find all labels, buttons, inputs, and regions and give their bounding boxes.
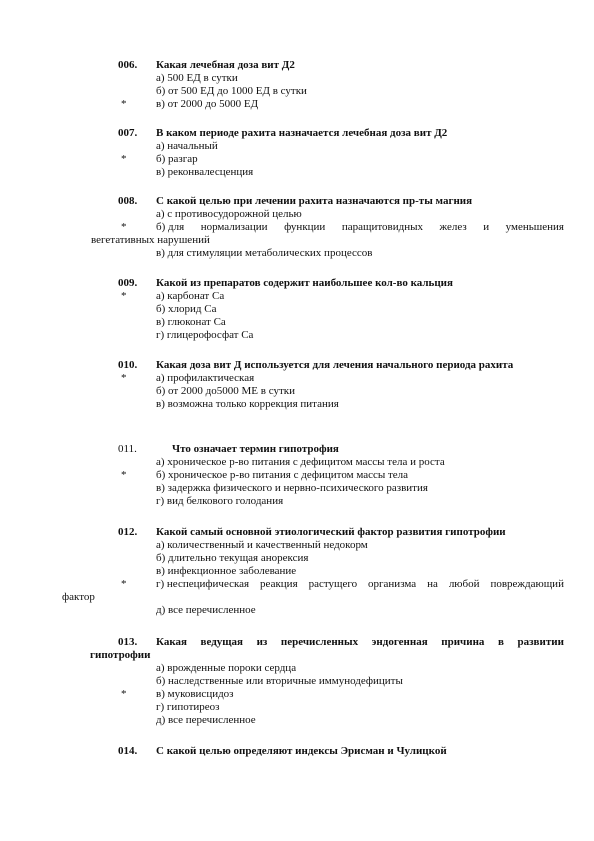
word: на [427,578,438,590]
question-number: 013. [118,636,138,648]
answer-option: д) все перечисленное [156,714,256,726]
question-text: Какой из препаратов содержит наибольшее кол-во кальция [156,277,453,289]
word: организма [368,578,417,590]
answer-option: б) хроническое р-во питания с дефицитом массы тела [156,469,409,481]
word: г) неспецифическая [156,578,250,590]
answer-option: а) карбонат Са [156,290,225,302]
answer-option: в) муковисцидоз [156,688,234,700]
word: б) для [156,221,185,233]
question-number: 006. [118,59,138,71]
word: ведущая [200,636,244,648]
question-number: 008. [118,195,138,207]
word: Какая [156,636,187,648]
answer-option: б) наследственные или вторичные иммунодефициты [156,675,403,687]
question-text: Что означает термин гипотрофия [172,443,339,455]
correct-marker: * [121,290,127,302]
word: функции [284,221,326,233]
word: нормализации [200,221,268,233]
question-number: 014. [118,745,138,757]
answer-option: г) гипотиреоз [156,701,220,713]
answer-option: б) разгар [156,153,198,165]
word: уменьшения [505,221,564,233]
correct-marker: * [121,469,127,481]
question-number: 007. [118,127,138,139]
question-number: 010. [118,359,138,371]
answer-option: в) реконвалесценция [156,166,254,178]
answer-option-continuation: вегетативных нарушений [91,234,210,246]
word: паращитовидных [341,221,423,233]
answer-option: а) врожденные пороки сердца [156,662,297,674]
question-text: С какой целью при лечении рахита назначаются пр-ты магния [156,195,473,207]
question-text: Какая доза вит Д используется для лечения начального периода рахита [156,359,514,371]
correct-marker: * [121,153,127,165]
question-text: С какой целью определяют индексы Эрисман и Чулицкой [156,745,447,757]
answer-option: а) 500 ЕД в сутки [156,72,238,84]
word: из [256,636,268,648]
word: реакция [260,578,298,590]
answer-option: д) все перечисленное [156,604,256,616]
correct-marker: * [121,578,127,590]
correct-marker: * [121,221,127,233]
answer-option: а) начальный [156,140,218,152]
answer-option: а) хроническое р-во питания с дефицитом массы тела и роста [156,456,445,468]
answer-option: в) для стимуляции метаболических процессов [156,247,373,259]
question-text-justified [156,636,564,649]
answer-option: г) глицерофосфат Са [156,329,254,341]
answer-option: б) хлорид Са [156,303,217,315]
question-text: Какая лечебная доза вит Д2 [156,59,295,71]
answer-option: б) длительно текущая анорексия [156,552,309,564]
answer-option-justified [156,221,564,234]
correct-marker: * [121,98,127,110]
answer-option: в) от 2000 до 5000 ЕД [156,98,259,110]
answer-option: в) возможна только коррекция питания [156,398,339,410]
word: и [483,221,490,233]
answer-option: в) глюконат Са [156,316,226,328]
question-number: 012. [118,526,138,538]
word: повреждающий [490,578,564,590]
correct-marker: * [121,688,127,700]
word: развитии [517,636,564,648]
word: эндогенная [371,636,428,648]
answer-option-justified [156,578,564,591]
correct-marker: * [121,372,127,384]
answer-option: г) вид белкового голодания [156,495,284,507]
word: любой [448,578,480,590]
question-text: Какой самый основной этиологический фактор развития гипотрофии [156,526,506,538]
question-number: 009. [118,277,138,289]
answer-option: б) от 2000 до5000 МЕ в сутки [156,385,295,397]
answer-option-continuation: фактор [62,591,95,603]
question-text: В каком периоде рахита назначается лечебная доза вит Д2 [156,127,448,139]
answer-option: а) с противосудорожной целью [156,208,302,220]
word: перечисленных [280,636,359,648]
question-text-continuation: гипотрофии [90,649,151,661]
answer-option: в) задержка физического и нервно-психического развития [156,482,428,494]
answer-option: в) инфекционное заболевание [156,565,297,577]
word: причина [441,636,485,648]
answer-option: б) от 500 ЕД до 1000 ЕД в сутки [156,85,307,97]
word: растущего [308,578,358,590]
answer-option: а) профилактическая [156,372,255,384]
question-number: 011. [118,443,137,455]
answer-option: а) количественный и качественный недокорм [156,539,368,551]
word: желез [439,221,467,233]
word: в [498,636,504,648]
